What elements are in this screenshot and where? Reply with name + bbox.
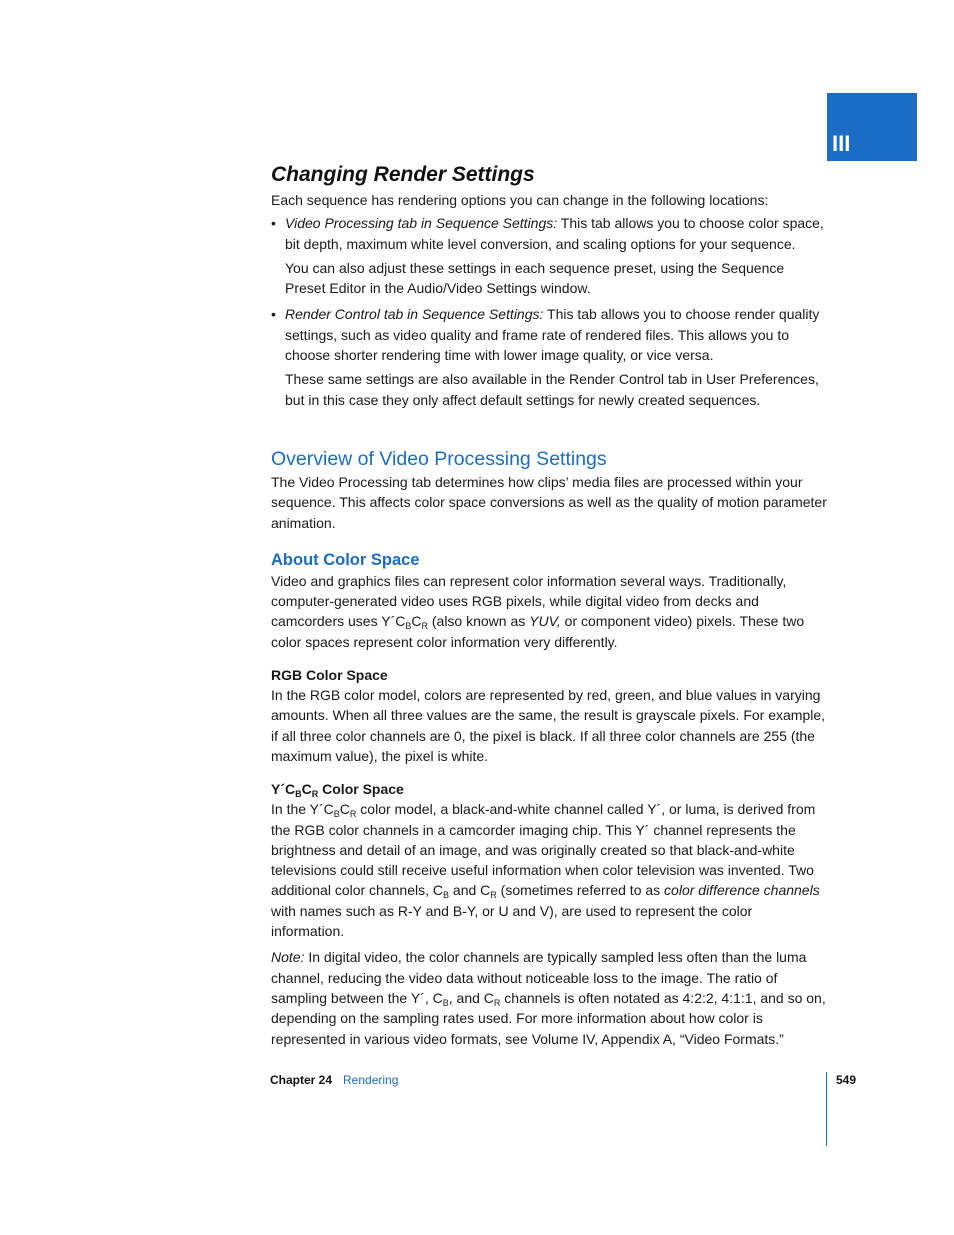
subsection-heading: About Color Space — [271, 550, 420, 569]
color-space-paragraph: Video and graphics files can represent color information several ways. Traditionally, computer-generated video uses RGB pixels, while digital video from decks and camcorders uses $Y´C_BC_R$ (also known as YUV, or component video) pixels. These two color spaces represent color information very differently. — [271, 572, 805, 650]
bullet-body: This tab allows you to choose color space, bit depth, maximum white level conversion, and scaling options for your sequence. — [285, 215, 824, 252]
bullet-list — [271, 213, 827, 410]
bullet-text — [285, 304, 827, 365]
bullet-term: Render Control tab in Sequence Settings: — [285, 306, 544, 323]
intro-paragraph: Each sequence has rendering options you can change in the following locations: — [271, 192, 769, 208]
bullet-text — [285, 213, 827, 254]
part-tab — [827, 93, 917, 161]
footer-chapter: Chapter 24 — [270, 1073, 333, 1087]
bullet-continuation: You can also adjust these settings in each sequence preset, using the Sequence Preset Editor in the Audio/Video Settings window. — [285, 259, 785, 297]
note-paragraph: Note: In digital video, the color channels are typically sampled less often than the luma channel, reducing the video data without noticeable loss to the image. The ratio of sampling between the Y´, $C_B$, and $C_R$ channels is often notated as 4:2:2, 4:1:1, and so on, depending on the sampling rates used. For more information about how color is represented in various video formats, see Volume IV, Appendix A, “Video Formats.” — [271, 949, 826, 1047]
list-item — [271, 213, 827, 298]
part-tab-label: III — [832, 131, 851, 156]
overview-paragraph: The Video Processing tab determines how clips’ media files are processed within your sequence. This affects color space conversions as well as the quality of motion parameter animation. — [271, 473, 827, 531]
chapter-heading: Changing Render Settings — [271, 163, 535, 186]
ycbcr-paragraph: In the $Y´C_BC_R$ color model, a black-and-white channel called Y´, or luma, is derived from the RGB color channels in a camcorder imaging chip. This Y´ channel represents the brightness and detail of an image, and was originally created so that black-and-white televisions could still receive useful information when color television was invented. Two additional color channels, $C_B$ and $C_R$ (sometimes referred to as color difference channels with names such as R-Y and B-Y, or U and V), are used to represent the color information. — [271, 801, 820, 940]
list-item — [271, 304, 827, 409]
bullet-icon: • — [271, 215, 276, 232]
rgb-paragraph: In the RGB color model, colors are represented by red, green, and blue values in varying amounts. When all three values are the same, the result is grayscale pixels. For example, if all three color channels are 0, the pixel is black. If all three color channels are 255 (the maximum value), the pixel is white. — [271, 687, 826, 764]
main-content — [271, 160, 827, 1049]
page-number: 549 — [836, 1073, 857, 1087]
bullet-body: This tab allows you to choose render quality settings, such as video quality and frame rate of rendered files. This allows you to choose shorter rendering time with lower image quality, or vice versa. — [285, 306, 820, 364]
footer-divider — [826, 1072, 827, 1146]
bullet-continuation: These same settings are also available in the Render Control tab in User Preferences, but in this case they only affect default settings for newly created sequences. — [285, 371, 819, 408]
section-heading: Overview of Video Processing Settings — [271, 447, 607, 470]
rgb-heading: RGB Color Space — [271, 667, 388, 684]
footer-chapter-title: Rendering — [343, 1073, 399, 1087]
bullet-term: Video Processing tab in Sequence Settings: — [285, 215, 558, 232]
note-label: Note: — [271, 949, 305, 966]
bullet-icon: • — [271, 306, 276, 323]
ycbcr-heading: $Y´C_BC_R$ Color Space — [271, 781, 404, 800]
